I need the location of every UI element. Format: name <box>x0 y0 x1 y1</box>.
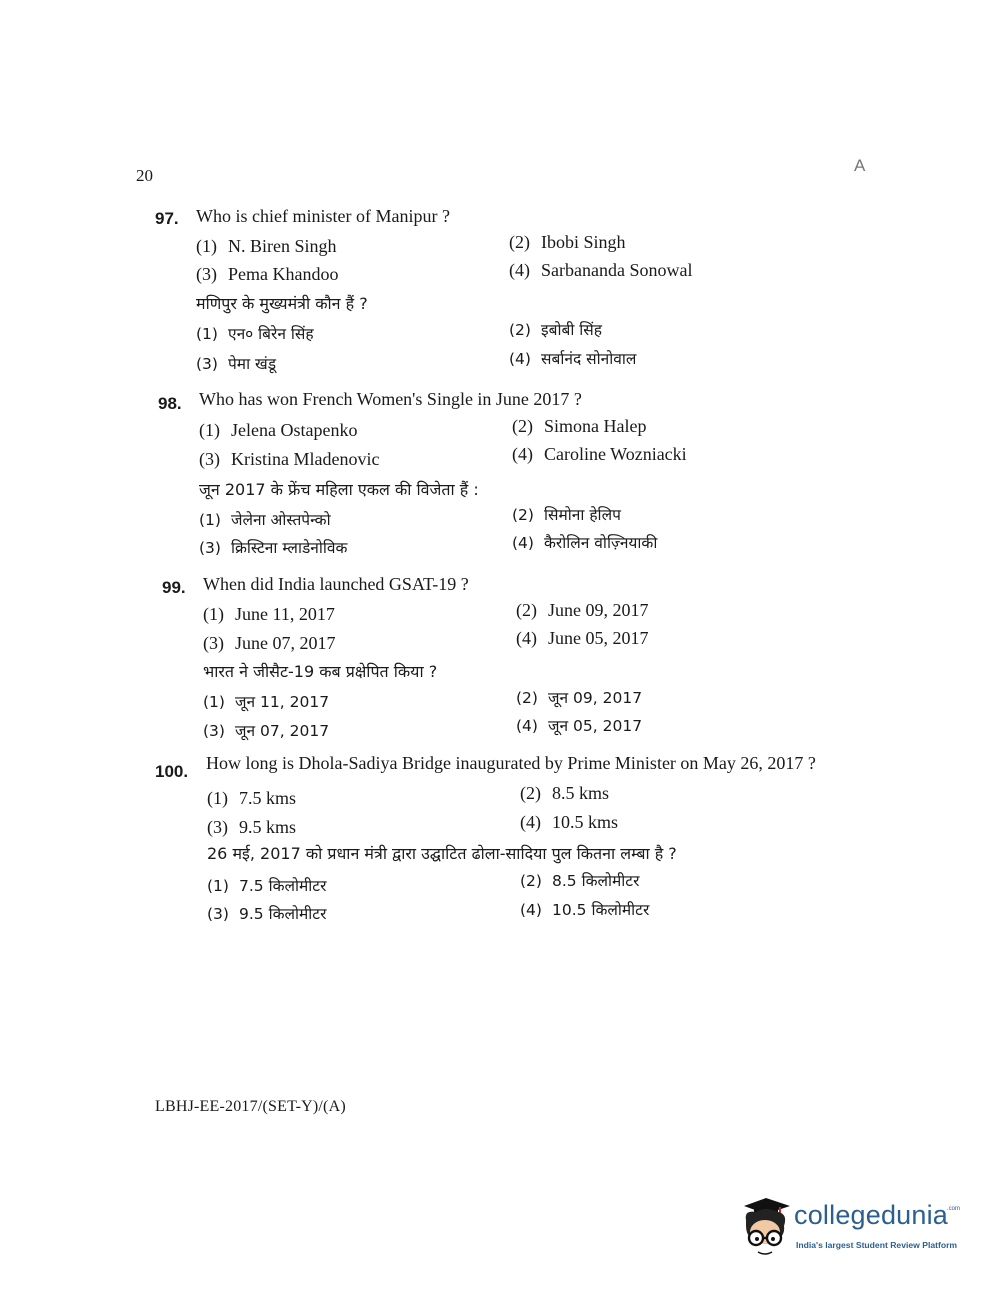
question-text-hindi: भारत ने जीसैट-19 कब प्रक्षेपित किया ? <box>203 662 438 681</box>
option-2-english: (2) 8.5 kms <box>520 783 610 803</box>
option-4-english: (4) June 05, 2017 <box>516 628 649 648</box>
option-3-english: (3) Pema Khandoo <box>196 264 339 284</box>
option-3-hindi: (3) 9.5 किलोमीटर <box>207 905 327 923</box>
option-3-english: (3) 9.5 kms <box>207 817 297 837</box>
option-4-english: (4) Caroline Wozniacki <box>512 444 687 464</box>
question-number: 100. <box>155 762 189 781</box>
option-2-hindi: (2) 8.5 किलोमीटर <box>520 872 640 890</box>
question-text-hindi: मणिपुर के मुख्यमंत्री कौन हैं ? <box>196 294 368 313</box>
option-4-hindi: (4) जून 05, 2017 <box>516 717 643 735</box>
question-number: 97. <box>155 209 179 228</box>
logo-tld: .com <box>947 1206 961 1212</box>
option-3-english: (3) June 07, 2017 <box>203 633 336 653</box>
question-text-english: How long is Dhola-Sadiya Bridge inaugurated by Prime Minister on May 26, 2017 ? <box>206 753 816 773</box>
page-number: 20 <box>136 166 153 185</box>
question-text-english: Who is chief minister of Manipur ? <box>196 206 450 226</box>
question-text-hindi: 26 मई, 2017 को प्रधान मंत्री द्वारा उद्घाटित ढोला-सादिया पुल कितना लम्बा है ? <box>207 844 677 863</box>
option-1-hindi: (1) जेलेना ओस्तपेन्को <box>199 511 331 529</box>
option-1-english: (1) June 11, 2017 <box>203 604 335 624</box>
footer-code: LBHJ-EE-2017/(SET-Y)/(A) <box>155 1098 346 1115</box>
option-1-hindi: (1) एन० बिरेन सिंह <box>196 325 314 343</box>
option-4-hindi: (4) 10.5 किलोमीटर <box>520 901 650 919</box>
option-3-hindi: (3) क्रिस्टिना म्लाडेनोविक <box>199 539 348 557</box>
question-text-english: When did India launched GSAT-19 ? <box>203 574 469 594</box>
question-text-english: Who has won French Women's Single in June 2017 ? <box>199 389 582 409</box>
option-4-hindi: (4) कैरोलिन वोज़्नियाकी <box>512 534 658 552</box>
option-2-english: (2) Simona Halep <box>512 416 647 436</box>
option-3-english: (3) Kristina Mladenovic <box>199 449 380 469</box>
option-3-hindi: (3) जून 07, 2017 <box>203 722 330 740</box>
logo-wordmark: collegedunia <box>794 1200 949 1230</box>
option-3-hindi: (3) पेमा खंडू <box>196 355 276 373</box>
option-1-hindi: (1) 7.5 किलोमीटर <box>207 877 327 895</box>
logo-tagline: India's largest Student Review Platform <box>796 1240 958 1250</box>
set-letter: A <box>854 156 866 175</box>
option-2-english: (2) June 09, 2017 <box>516 600 649 620</box>
mascot-icon <box>736 1196 794 1262</box>
option-4-english: (4) Sarbananda Sonowal <box>509 260 693 280</box>
option-1-english: (1) 7.5 kms <box>207 788 297 808</box>
option-1-english: (1) Jelena Ostapenko <box>199 420 358 440</box>
option-2-hindi: (2) इबोबी सिंह <box>509 321 602 339</box>
option-1-hindi: (1) जून 11, 2017 <box>203 693 330 711</box>
option-2-hindi: (2) सिमोना हेलिप <box>512 506 621 524</box>
option-4-hindi: (4) सर्बानंद सोनोवाल <box>509 350 637 368</box>
question-number: 98. <box>158 394 182 413</box>
option-4-english: (4) 10.5 kms <box>520 812 619 832</box>
question-number: 99. <box>162 578 186 597</box>
option-1-english: (1) N. Biren Singh <box>196 236 337 256</box>
question-text-hindi: जून 2017 के फ्रेंच महिला एकल की विजेता हैं : <box>199 480 479 499</box>
collegedunia-logo <box>736 1196 966 1266</box>
option-2-hindi: (2) जून 09, 2017 <box>516 689 643 707</box>
option-2-english: (2) Ibobi Singh <box>509 232 626 252</box>
